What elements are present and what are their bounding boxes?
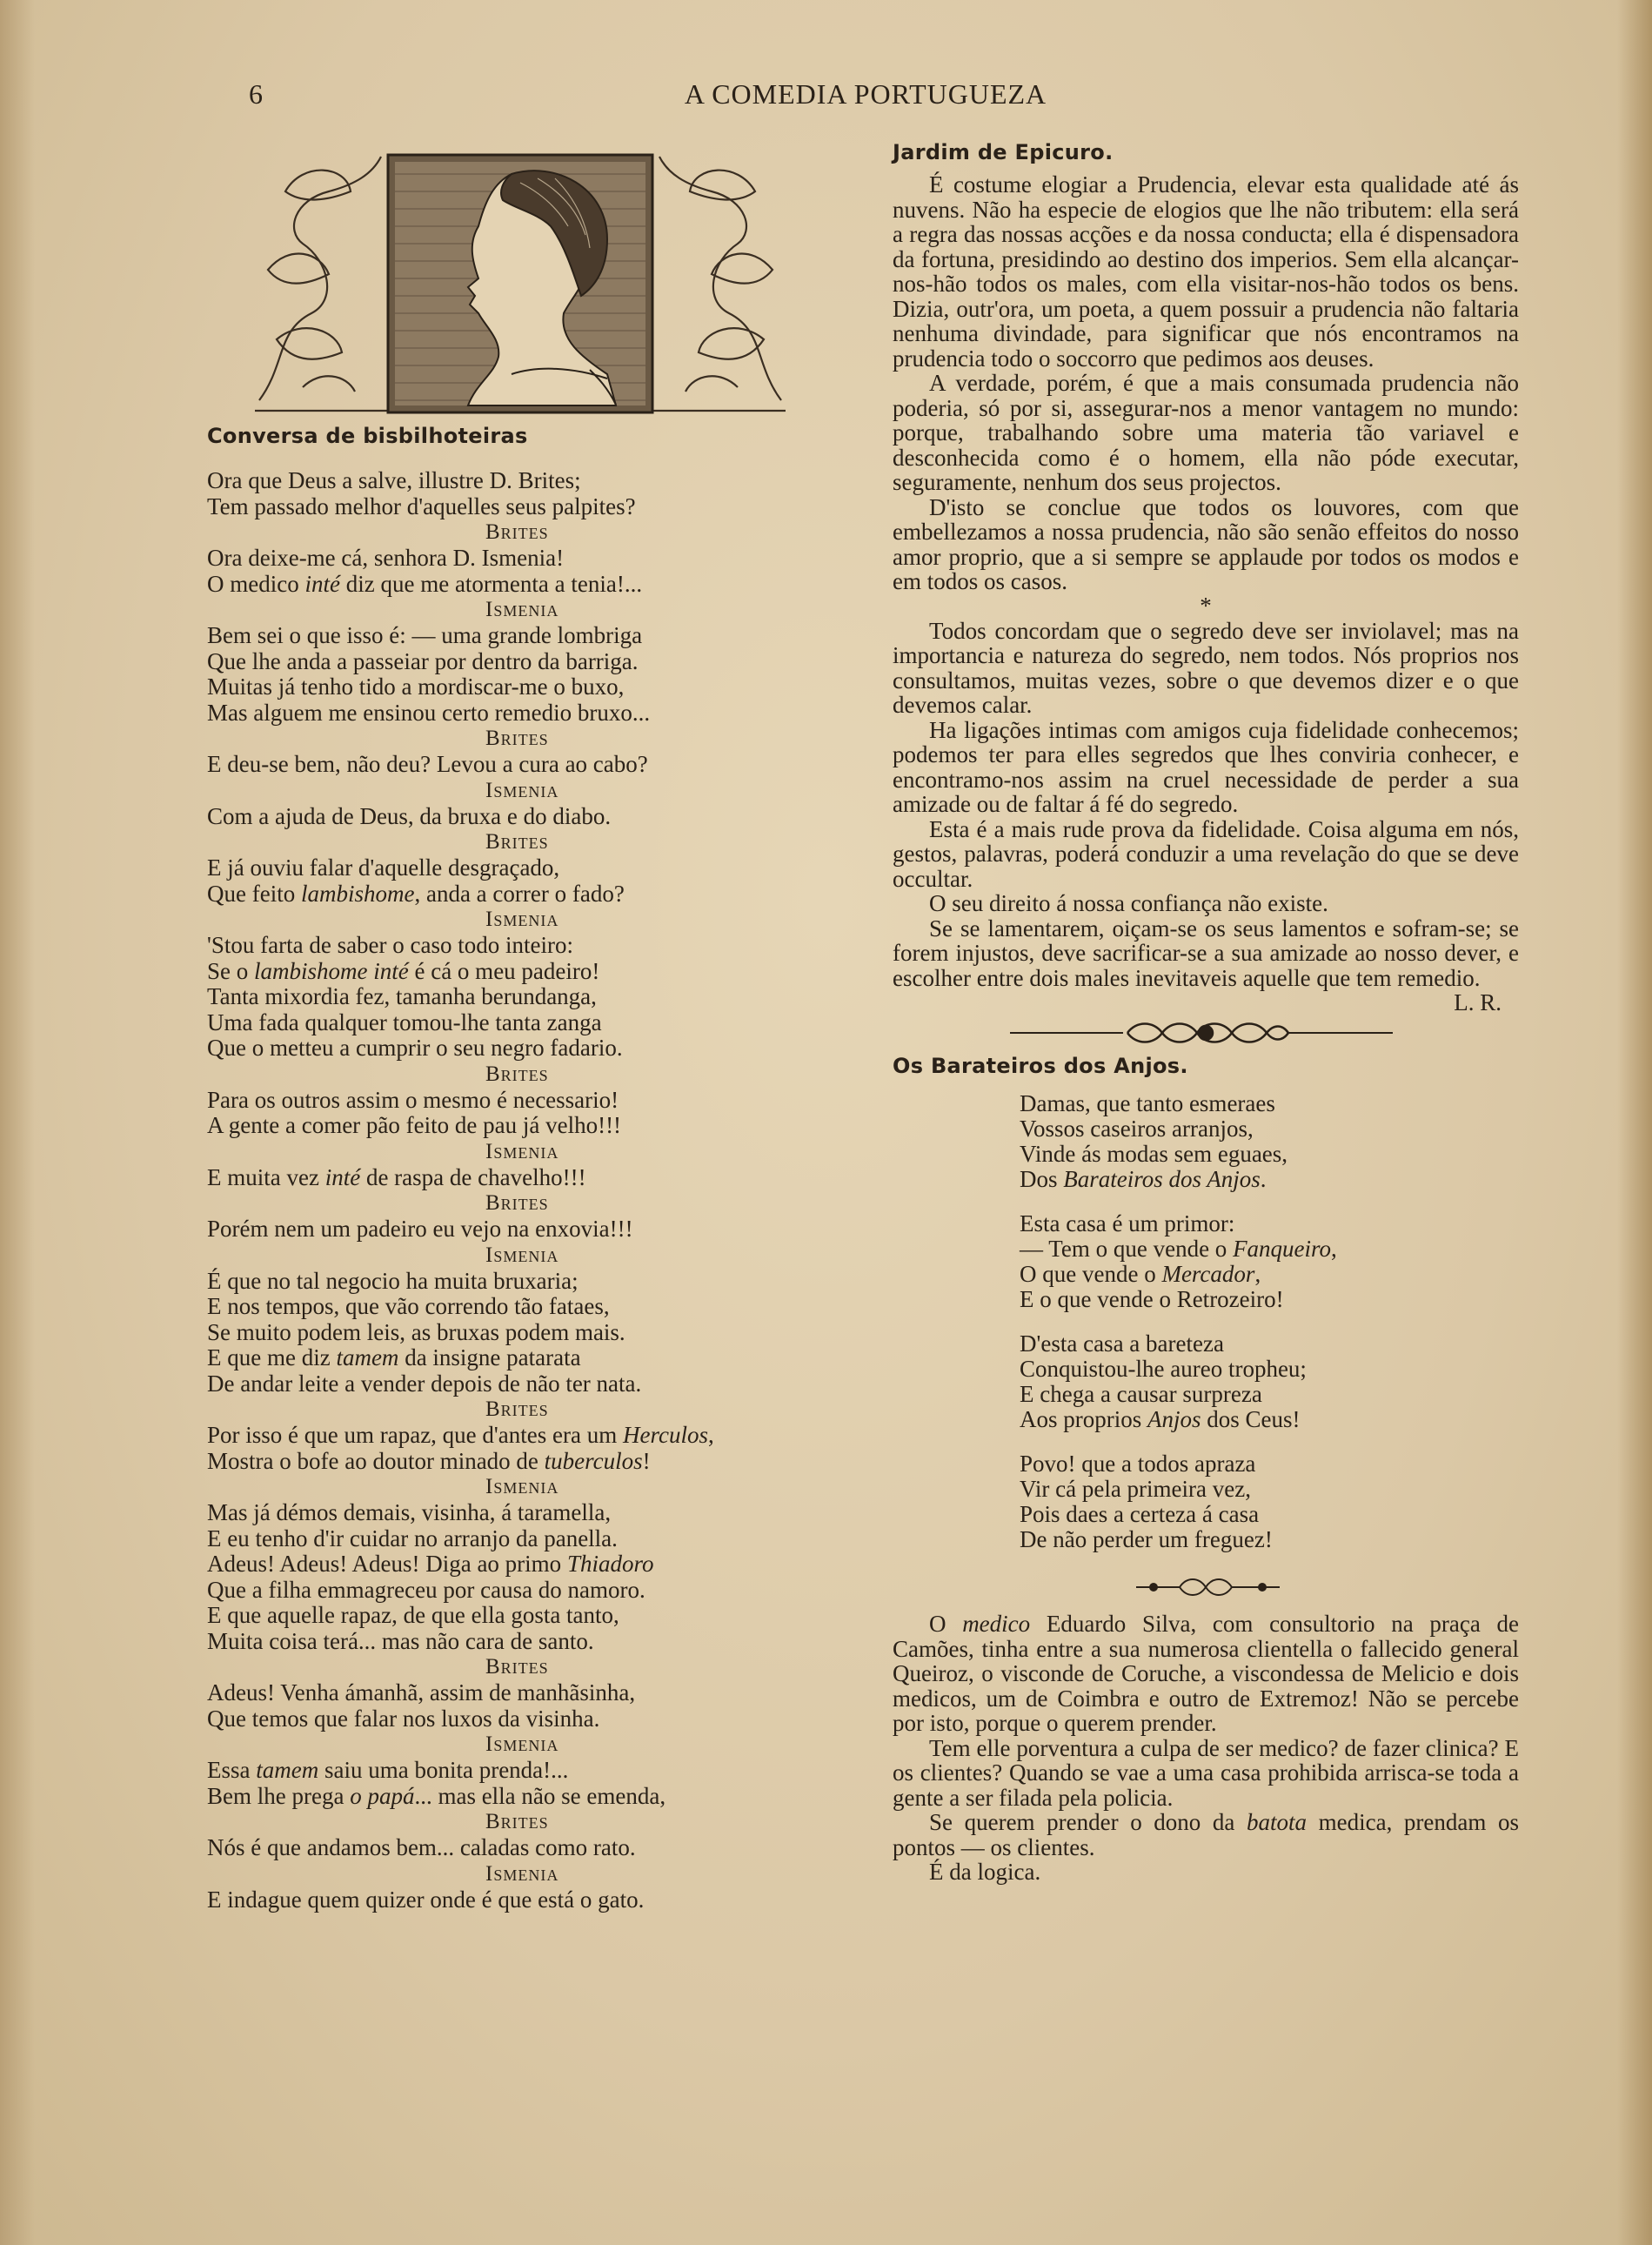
portrait-illustration <box>251 139 790 418</box>
speaker-label: Brites <box>485 727 549 750</box>
verse-line: Esta casa é um primor: <box>1020 1210 1235 1236</box>
verse-line: E chega a causar surpreza <box>1020 1381 1262 1407</box>
verse-line: Uma fada qualquer tomou-lhe tanta zanga <box>207 1009 602 1035</box>
speaker-label: Ismenia <box>485 908 559 931</box>
running-head: A COMEDIA PORTUGUEZA <box>684 78 1047 110</box>
verse-line: Bem sei o que isso é: — uma grande lombriga <box>207 622 643 648</box>
verse-line: Porém nem um padeiro eu vejo na enxovia!!! <box>207 1216 633 1242</box>
verse-line: E muita vez inté de raspa de chavelho!!! <box>207 1163 586 1190</box>
verse-line: Mas já démos demais, visinha, á taramella, <box>207 1499 612 1525</box>
verse-line: Muitas já tenho tido a mordiscar-me o buxo, <box>207 674 625 700</box>
ornamental-rule <box>893 1006 1519 1041</box>
speaker-label: Brites <box>485 1397 549 1421</box>
verse-line: Vossos caseiros arranjos, <box>1020 1116 1254 1142</box>
verse-line: Damas, que tanto esmeraes <box>1020 1090 1275 1116</box>
paragraph: O medico Eduardo Silva, com consultorio na praça de Camões, tinha entre a sua numerosa clientella o fallecido general Queiroz, o visconde de Coruche, a viscondessa de Melicio e dois medicos, um de Coimbra e outro de Extremoz! Não se percebe por isto, porque o querem prender. <box>893 1611 1520 1736</box>
flourish-icon <box>893 1572 1519 1603</box>
verse-line: Muita coisa terá... mas não cara de santo. <box>207 1627 594 1654</box>
verse-line: D'esta casa a bareteza <box>1020 1330 1224 1357</box>
paragraph: Ha ligações intimas com amigos cuja fidelidade conhecemos; podemos ter para elles segredos que lhes conviria conhecer, e encontramo-nos assim na cruel necessidade de perder a sua amizade ou de faltar á fé do segredo. <box>893 716 1519 817</box>
verse-line: Por isso é que um rapaz, que d'antes era um Herculos, <box>207 1422 714 1448</box>
verse-line: Dos Barateiros dos Anjos. <box>1020 1166 1267 1192</box>
paragraph: Esta é a mais rude prova da fidelidade. Coisa alguma em nós, gestos, palavras, poderá conduzir a uma revelação do que se deve occultar. <box>893 815 1519 892</box>
left-column <box>207 139 851 1913</box>
paragraph: Se querem prender o dono da batota medica, prendam os pontos — os clientes. <box>893 1809 1519 1860</box>
verse-line: E que aquelle rapaz, de que ella gosta tanto, <box>207 1602 619 1628</box>
verse-line: Ora deixe-me cá, senhora D. Ismenia! <box>207 545 565 571</box>
paragraph: O seu direito á nossa confiança não existe. <box>929 890 1328 916</box>
verse-line: Nós é que andamos bem... caladas como rato. <box>207 1834 636 1860</box>
verse-line: De não perder um freguez! <box>1020 1526 1273 1552</box>
poem-barateiros <box>1020 1091 1519 1552</box>
verse-line: E eu tenho d'ir cuidar no arranjo da panella. <box>207 1525 618 1551</box>
stanza <box>1020 1451 1519 1552</box>
verse-line: Se muito podem leis, as bruxas podem mais. <box>207 1318 625 1345</box>
paragraph: É costume elogiar a Prudencia, elevar esta qualidade até ás nuvens. Não ha especie de elogios que lhe não tributem: ella será a regra das nossas acções e da nossa conducta; ella é dispensadora da fortuna, presidindo ao destino dos imperios. Sem ella alcançar-nos-hão todos os males, com ella visitar-nos-hão todos os bens. Dizia, outr'ora, um poeta, a quem possuir a prudencia não faltaria nenhuma divindade, para significar que nós encontramos na prudencia todo o soccorro que pedimos aos deuses. <box>893 171 1519 372</box>
speaker-label: Brites <box>485 1062 549 1086</box>
speaker-label: Ismenia <box>485 598 559 621</box>
asterism: * <box>1200 592 1212 619</box>
stanza <box>1020 1331 1519 1432</box>
verse-line: Tanta mixordia fez, tamanha berundanga, <box>207 983 597 1009</box>
verse-line: Adeus! Venha ámanhã, assim de manhãsinha, <box>207 1679 636 1706</box>
verse-line: E já ouviu falar d'aquelle desgraçado, <box>207 854 560 881</box>
verse-line: Pois daes a certeza á casa <box>1020 1501 1260 1527</box>
page-number: 6 <box>249 78 263 110</box>
verse-line: Mas alguem me ensinou certo remedio bruxo... <box>207 699 651 726</box>
verse-line: Se o lambishome inté é cá o meu padeiro! <box>207 957 600 984</box>
speaker-label: Brites <box>485 830 549 854</box>
speaker-label: Ismenia <box>485 1861 559 1886</box>
stanza <box>1020 1091 1519 1192</box>
verse-line: Adeus! Adeus! Adeus! Diga ao primo Thiadoro <box>207 1551 654 1577</box>
paragraph: Se se lamentarem, oiçam-se os seus lamentos e sofram-se; se forem injustos, deve sacrificar-se a sua amizade ao nosso dever, e escolher entre dois males inevitaveis aquelle que tem remedio. L. R. <box>893 915 1519 1015</box>
verse-line: Aos proprios Anjos dos Ceus! <box>1020 1406 1301 1432</box>
verse-line: Que o metteu a cumprir o seu negro fadario. <box>207 1035 623 1061</box>
paragraph: É da logica. <box>929 1859 1041 1885</box>
speaker-label: Ismenia <box>485 1475 559 1498</box>
verse-line: Com a ajuda de Deus, da bruxa e do diabo. <box>207 802 612 829</box>
ornament-divider-icon <box>893 1015 1519 1050</box>
verse-line: E que me diz tamem da insigne patarata <box>207 1344 581 1370</box>
page-edge-left <box>0 0 35 2245</box>
verse-line: É que no tal negocio ha muita bruxaria; <box>207 1267 579 1294</box>
verse-line: 'Stou farta de saber o caso todo inteiro: <box>207 932 573 958</box>
speaker-label: Ismenia <box>485 1139 559 1163</box>
verse-line: E indague quem quizer onde é que está o gato. <box>207 1886 645 1913</box>
verse-line: Vir cá pela primeira vez, <box>1020 1476 1251 1502</box>
verse-line: O que vende o Mercador, <box>1020 1261 1261 1287</box>
stanza <box>1020 1211 1519 1312</box>
speaker-label: Brites <box>485 1810 549 1833</box>
speaker-label: Brites <box>485 1191 549 1215</box>
speaker-label: Brites <box>485 520 549 544</box>
verse-line: Mostra o bofe ao doutor minado de tuberculos! <box>207 1447 651 1474</box>
verse-line: — Tem o que vende o Fanqueiro, <box>1020 1236 1337 1262</box>
verse-line: Povo! que a todos apraza <box>1020 1451 1256 1477</box>
verse-line: Que a filha emmagreceu por causa do namoro. <box>207 1576 645 1603</box>
paragraph: A verdade, porém, é que a mais consumada prudencia não poderia, só por si, assegurar-nos a menor vantagem no mundo: porque, trabalhando sobre uma materia tão variavel e desconhecida como é o homem, ella não póde executar, seguramente, nenhum dos seus projectos. <box>893 370 1519 495</box>
right-column <box>893 139 1519 1885</box>
verse-line: A gente a comer pão feito de pau já velho!!! <box>207 1112 622 1138</box>
article-title-jardim: Jardim de Epicuro. <box>893 140 1114 164</box>
page-edge-right <box>1617 0 1652 2245</box>
small-ornament <box>893 1572 1519 1603</box>
paragraph: Todos concordam que o segredo deve ser inviolavel; mas na importancia e natureza do segredo, nem todos. Nós proprios nos consultamos, muitas vezes, sobre o que devemos dizer e o que devemos calar. <box>893 617 1519 718</box>
paragraph: D'isto se conclue que todos os louvores, com que embellezamos a nossa prudencia, não são senão effeitos do nosso amor proprio, que a si sempre se applaude por todos os modos e em todos os casos. <box>893 493 1519 594</box>
speaker-label: Brites <box>485 1655 549 1679</box>
verse-line: Conquistou-lhe aureo tropheu; <box>1020 1356 1307 1382</box>
paragraph: Tem elle porventura a culpa de ser medico? de fazer clinica? E os clientes? Quando se vae a uma casa prohibida arrisca-se toda a gente a ser filada pela policia. <box>893 1734 1519 1811</box>
verse-line: Tem passado melhor d'aquelles seus palpites? <box>207 493 636 519</box>
verse-line: Que temos que falar nos luxos da visinha. <box>207 1705 600 1732</box>
speaker-label: Ismenia <box>485 1732 559 1756</box>
woman-profile-engraving <box>251 139 790 418</box>
verse-line: De andar leite a vender depois de não ter nata. <box>207 1370 642 1397</box>
verse-line: Ora que Deus a salve, illustre D. Brites; <box>207 467 581 493</box>
speaker-label: Ismenia <box>485 1243 559 1267</box>
verse-line: Essa tamem saiu uma bonita prenda!... <box>207 1757 569 1783</box>
author-signature: L. R. <box>1454 989 1502 1015</box>
verse-line: Para os outros assim o mesmo é necessario! <box>207 1086 619 1113</box>
verse-line: E o que vende o Retrozeiro! <box>1020 1286 1284 1312</box>
article-title-conversa: Conversa de bisbilhoteiras <box>207 424 528 448</box>
verse-line: E deu-se bem, não deu? Levou a cura ao cabo? <box>207 751 648 777</box>
verse-line: Bem lhe prega o papá... mas ella não se emenda, <box>207 1782 666 1809</box>
article-title-barateiros: Os Barateiros dos Anjos. <box>893 1054 1188 1078</box>
verse-line: Que lhe anda a passeiar por dentro da barriga. <box>207 647 639 674</box>
verse-line: E nos tempos, que vão correndo tão fataes, <box>207 1293 610 1319</box>
verse-line: Vinde ás modas sem eguaes, <box>1020 1141 1288 1167</box>
speaker-label: Ismenia <box>485 778 559 802</box>
verse-line: O medico inté diz que me atormenta a tenia!... <box>207 570 643 597</box>
verse-line: Que feito lambishome, anda a correr o fado? <box>207 880 625 907</box>
